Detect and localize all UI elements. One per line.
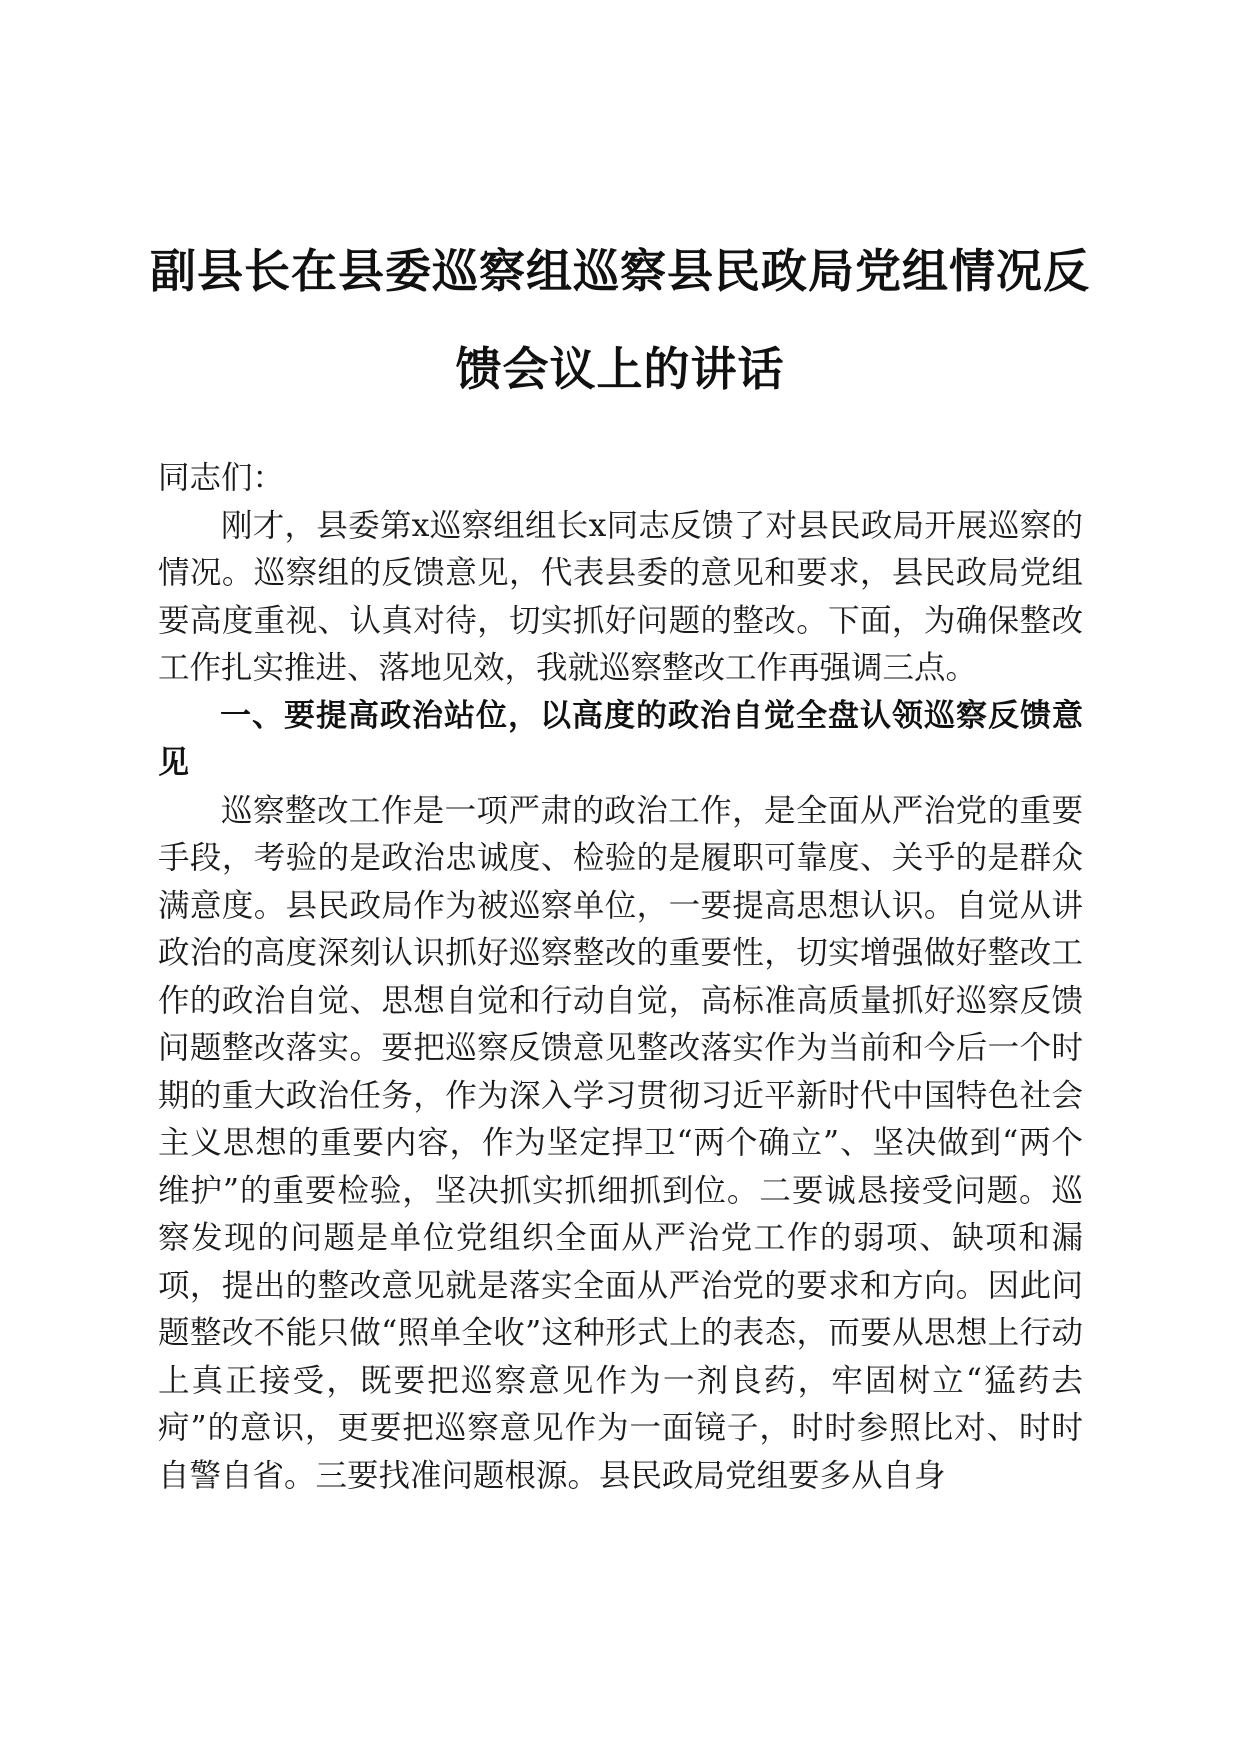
section-1-paragraph: 巡察整改工作是一项严肃的政治工作，是全面从严治党的重要手段，考验的是政治忠诚度、检验的是履职可靠度、关乎的是群众满意度。县民政局作为被巡察单位，一要提高思想认识。自觉从讲政治的高度深刻认识抓好巡察整改的重要性，切实增强做好整改工作的政治自觉、思想自觉和行动自觉，高标准高质量抓好巡察反馈问题整改落实。要把巡察反馈意见整改落实作为当前和今后一个时期的重大政治任务，作为深入学习贯彻习近平新时代中国特色社会主义思想的重要内容，作为坚定捍卫“两个确立”、坚决做到“两个维护”的重要检验，坚决抓实抓细抓到位。二要诚恳接受问题。巡察发现的问题是单位党组织全面从严治党工作的弱项、缺项和漏项，提出的整改意见就是落实全面从严治党的要求和方向。因此问题整改不能只做“照单全收”这种形式上的表态，而要从思想上行动上真正接受，既要把巡察意见作为一剂良药，牢固树立“猛药去疴”的意识，更要把巡察意见作为一面镜子，时时参照比对、时时自警自省。三要找准问题根源。县民政局党组要多从自身 [158,792,1083,1494]
title-line-1: 副县长在县委巡察组巡察县民政局党组情况反 [150,244,1090,298]
salutation: 同志们： [158,460,285,496]
intro-paragraph: 刚才，县委第x巡察组组长x同志反馈了对县民政局开展巡察的情况。巡察组的反馈意见，代表县委的意见和要求，县民政局党组要高度重视、认真对待，切实抓好问题的整改。下面，为确保整改工作扎实推进、落地见效，我就巡察整改工作再强调三点。 [158,507,1083,686]
section-1-heading: 一、要提高政治站位，以高度的政治自觉全盘认领巡察反馈意见 [158,697,1083,781]
document-title [150,222,1090,418]
title-line-2: 馈会议上的讲话 [455,342,785,396]
document-body [158,455,1083,1500]
